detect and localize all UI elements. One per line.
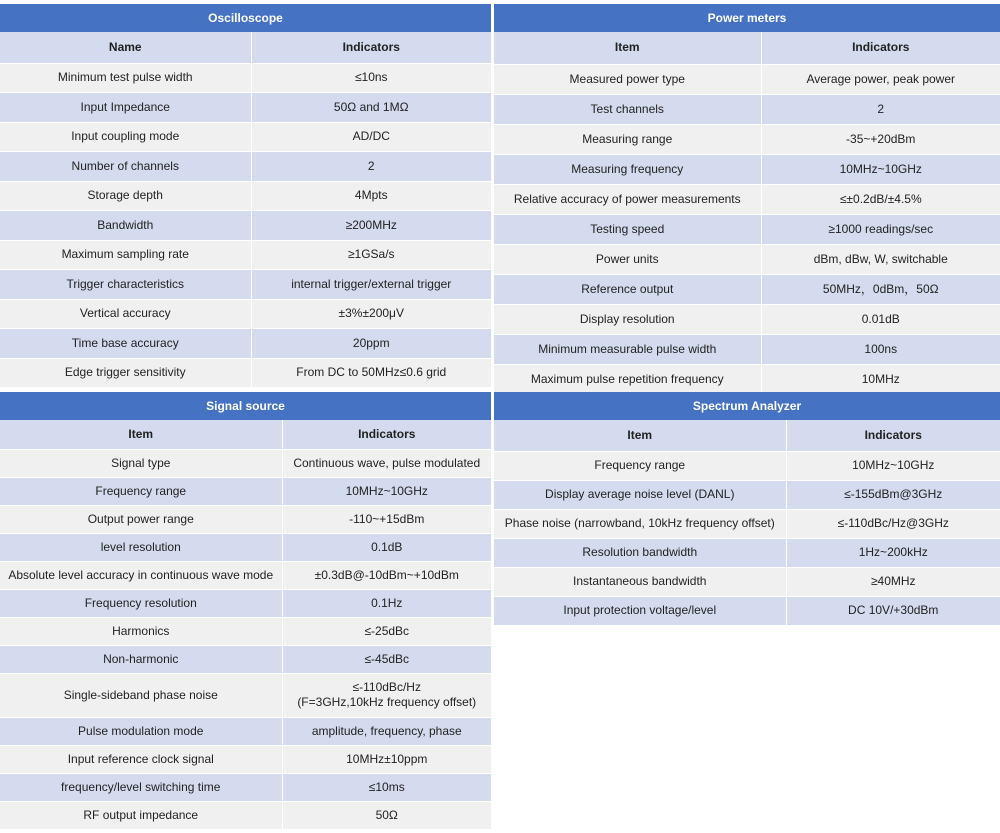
- table-row: [0, 802, 491, 830]
- row-value: ≤-110dBc/Hz@3GHz: [786, 509, 1000, 538]
- row-label: Display average noise level (DANL): [494, 480, 786, 509]
- row-value: ≥200MHz: [251, 211, 491, 241]
- signal-source-panel: [0, 392, 491, 830]
- row-value: ≤-45dBc: [282, 645, 491, 673]
- spectrum-analyzer-panel: [494, 392, 1000, 626]
- row-label: Frequency range: [494, 451, 786, 480]
- table-row: [494, 538, 1000, 567]
- header-name: Name: [0, 32, 251, 63]
- table-row: [0, 240, 491, 270]
- oscilloscope-title: Oscilloscope: [0, 4, 491, 32]
- row-label: Measured power type: [494, 64, 761, 94]
- header-indicators: Indicators: [251, 32, 491, 63]
- table-row: [0, 122, 491, 152]
- row-value: 10MHz~10GHz: [282, 477, 491, 505]
- row-value: 10MHz~10GHz: [786, 451, 1000, 480]
- row-value: ±3%±200μV: [251, 299, 491, 329]
- row-value: AD/DC: [251, 122, 491, 152]
- row-label: Pulse modulation mode: [0, 718, 282, 746]
- table-row: [494, 364, 1000, 394]
- table-row: [0, 746, 491, 774]
- row-label: Input protection voltage/level: [494, 596, 786, 625]
- table-row: [0, 505, 491, 533]
- power-meters-table: [494, 32, 1000, 395]
- row-label: Instantaneous bandwidth: [494, 567, 786, 596]
- spectrum-analyzer-title: Spectrum Analyzer: [494, 392, 1000, 420]
- oscilloscope-table: [0, 32, 491, 388]
- oscilloscope-panel: [0, 4, 491, 388]
- row-value: 10MHz±10ppm: [282, 746, 491, 774]
- table-row: [0, 152, 491, 182]
- row-value: internal trigger/external trigger: [251, 270, 491, 300]
- row-label: Absolute level accuracy in continuous wave mode: [0, 561, 282, 589]
- table-row: [494, 451, 1000, 480]
- row-value: ≥1GSa/s: [251, 240, 491, 270]
- table-row: [494, 124, 1000, 154]
- table-row: [0, 617, 491, 645]
- row-label: Test channels: [494, 94, 761, 124]
- row-value: ≥40MHz: [786, 567, 1000, 596]
- table-row: [494, 304, 1000, 334]
- header-indicators: Indicators: [761, 32, 1000, 64]
- row-value: 0.1Hz: [282, 589, 491, 617]
- row-value: 50MHz，0dBm，50Ω: [761, 274, 1000, 304]
- row-label: Single-sideband phase noise: [0, 673, 282, 718]
- row-label: Storage depth: [0, 181, 251, 211]
- row-value: 10MHz: [761, 364, 1000, 394]
- row-value: ≤-25dBc: [282, 617, 491, 645]
- row-value: DC 10V/+30dBm: [786, 596, 1000, 625]
- row-label: Measuring range: [494, 124, 761, 154]
- row-label: Harmonics: [0, 617, 282, 645]
- row-value: -35~+20dBm: [761, 124, 1000, 154]
- table-row: [0, 449, 491, 477]
- table-row: [0, 299, 491, 329]
- table-row: [494, 244, 1000, 274]
- row-value: 1Hz~200kHz: [786, 538, 1000, 567]
- row-value: dBm, dBw, W, switchable: [761, 244, 1000, 274]
- row-label: Resolution bandwidth: [494, 538, 786, 567]
- row-label: Measuring frequency: [494, 154, 761, 184]
- table-row: [494, 480, 1000, 509]
- table-row: [0, 211, 491, 241]
- row-label: Trigger characteristics: [0, 270, 251, 300]
- table-row: [494, 64, 1000, 94]
- row-label: Output power range: [0, 505, 282, 533]
- row-value: ≤±0.2dB/±4.5%: [761, 184, 1000, 214]
- row-label: Minimum test pulse width: [0, 63, 251, 93]
- table-row: [0, 63, 491, 93]
- row-value: -110~+15dBm: [282, 505, 491, 533]
- table-row: [0, 645, 491, 673]
- row-label: Input coupling mode: [0, 122, 251, 152]
- row-label: Maximum sampling rate: [0, 240, 251, 270]
- row-label: frequency/level switching time: [0, 774, 282, 802]
- row-label: Minimum measurable pulse width: [494, 334, 761, 364]
- row-label: Vertical accuracy: [0, 299, 251, 329]
- row-label: Frequency range: [0, 477, 282, 505]
- table-row: [494, 509, 1000, 538]
- table-row: [494, 94, 1000, 124]
- row-value: 20ppm: [251, 329, 491, 359]
- power-meters-title: Power meters: [494, 4, 1000, 32]
- row-value: amplitude, frequency, phase: [282, 718, 491, 746]
- row-label: Display resolution: [494, 304, 761, 334]
- row-label: Relative accuracy of power measurements: [494, 184, 761, 214]
- row-label: Reference output: [494, 274, 761, 304]
- row-value: ±0.3dB@-10dBm~+10dBm: [282, 561, 491, 589]
- row-value: 100ns: [761, 334, 1000, 364]
- header-indicators: Indicators: [282, 420, 491, 449]
- signal-source-table: [0, 420, 491, 830]
- table-row: [0, 589, 491, 617]
- table-row: [494, 334, 1000, 364]
- row-label: Edge trigger sensitivity: [0, 358, 251, 388]
- table-row: [494, 567, 1000, 596]
- table-row: [494, 214, 1000, 244]
- row-label: Number of channels: [0, 152, 251, 182]
- row-label: Bandwidth: [0, 211, 251, 241]
- table-row: [494, 274, 1000, 304]
- header-item: Item: [0, 420, 282, 449]
- table-row: [0, 358, 491, 388]
- table-row: [494, 184, 1000, 214]
- table-row: [494, 154, 1000, 184]
- row-value: From DC to 50MHz≤0.6 grid: [251, 358, 491, 388]
- row-label: Phase noise (narrowband, 10kHz frequency offset): [494, 509, 786, 538]
- row-value: 50Ω and 1MΩ: [251, 93, 491, 123]
- row-value: 2: [761, 94, 1000, 124]
- row-value: Continuous wave, pulse modulated: [282, 449, 491, 477]
- header-item: Item: [494, 420, 786, 451]
- row-label: Power units: [494, 244, 761, 274]
- table-row: [0, 93, 491, 123]
- row-value: ≤-155dBm@3GHz: [786, 480, 1000, 509]
- table-row: [0, 673, 491, 718]
- signal-source-title: Signal source: [0, 392, 491, 420]
- row-label: Maximum pulse repetition frequency: [494, 364, 761, 394]
- row-label: Signal type: [0, 449, 282, 477]
- table-row: [0, 774, 491, 802]
- row-value: Average power, peak power: [761, 64, 1000, 94]
- row-value: ≤10ns: [251, 63, 491, 93]
- table-row: [0, 270, 491, 300]
- row-label: Testing speed: [494, 214, 761, 244]
- row-value: ≥1000 readings/sec: [761, 214, 1000, 244]
- table-row: [0, 477, 491, 505]
- row-value: 0.01dB: [761, 304, 1000, 334]
- header-indicators: Indicators: [786, 420, 1000, 451]
- row-value: 2: [251, 152, 491, 182]
- row-label: Frequency resolution: [0, 589, 282, 617]
- row-label: Time base accuracy: [0, 329, 251, 359]
- row-value: ≤-110dBc/Hz (F=3GHz,10kHz frequency offset): [282, 673, 491, 718]
- row-label: Input Impedance: [0, 93, 251, 123]
- row-value: 10MHz~10GHz: [761, 154, 1000, 184]
- table-row: [0, 718, 491, 746]
- row-label: Non-harmonic: [0, 645, 282, 673]
- row-label: level resolution: [0, 533, 282, 561]
- power-meters-panel: [494, 4, 1000, 395]
- row-value: ≤10ms: [282, 774, 491, 802]
- row-label: Input reference clock signal: [0, 746, 282, 774]
- row-label: RF output impedance: [0, 802, 282, 830]
- row-value: 4Mpts: [251, 181, 491, 211]
- table-row: [0, 533, 491, 561]
- table-row: [0, 329, 491, 359]
- table-row: [0, 181, 491, 211]
- header-item: Item: [494, 32, 761, 64]
- table-row: [494, 596, 1000, 625]
- spectrum-analyzer-table: [494, 420, 1000, 626]
- row-value: 0.1dB: [282, 533, 491, 561]
- row-value: 50Ω: [282, 802, 491, 830]
- table-row: [0, 561, 491, 589]
